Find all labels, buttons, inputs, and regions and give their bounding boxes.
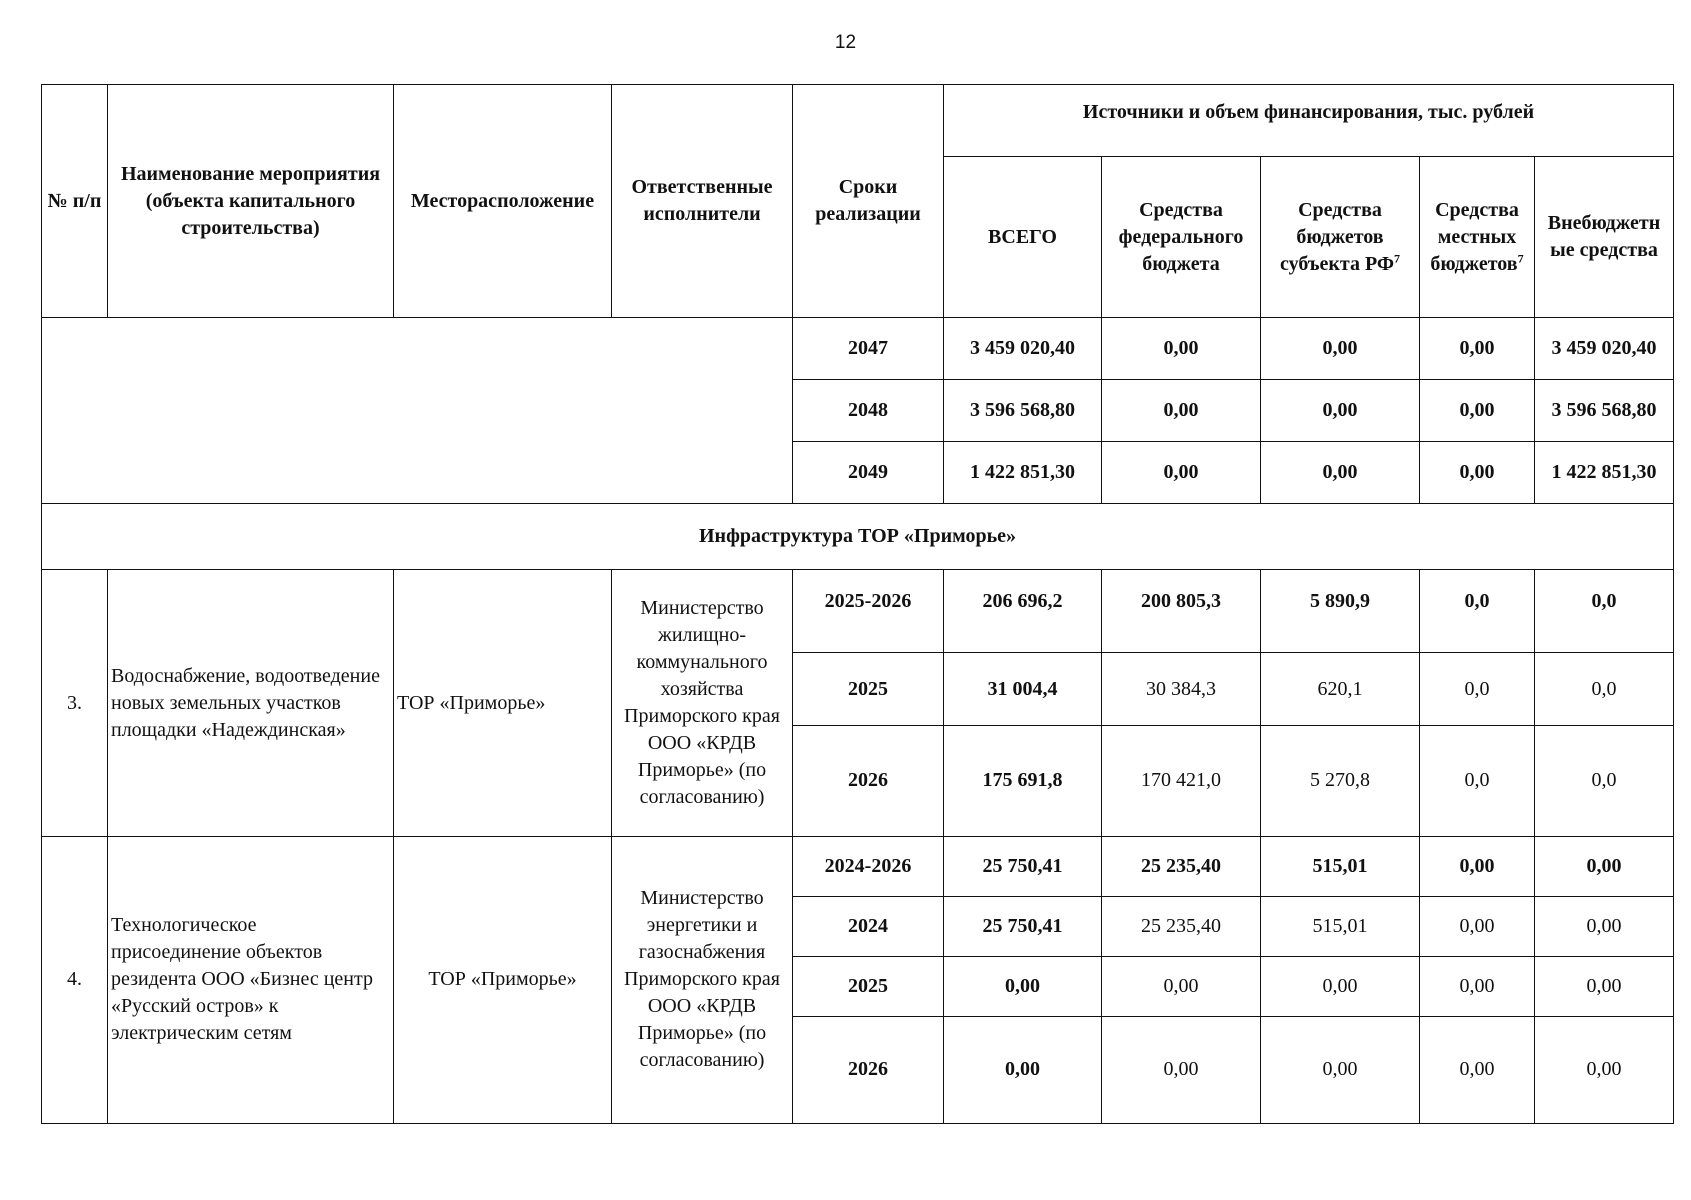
year-cell: 2048 (793, 380, 944, 442)
table-row (42, 570, 1674, 653)
item-responsible: Министерство энергетики и газоснабжения Приморского края ООО «КРДВ Приморье» (по согласованию) (612, 836, 793, 1123)
regional-cell: 5 890,9 (1261, 570, 1420, 653)
header-federal: Средства федерального бюджета (1102, 157, 1261, 318)
regional-cell: 515,01 (1261, 836, 1420, 896)
extra-cell: 0,0 (1535, 653, 1674, 725)
item-number: 4. (42, 836, 108, 1123)
financing-table (41, 84, 1674, 1124)
local-cell: 0,0 (1420, 725, 1535, 836)
federal-cell: 170 421,0 (1102, 725, 1261, 836)
federal-cell: 0,00 (1102, 380, 1261, 442)
table-row (42, 318, 1674, 380)
extra-cell: 0,00 (1535, 1016, 1674, 1123)
year-cell: 2026 (793, 725, 944, 836)
local-cell: 0,00 (1420, 442, 1535, 504)
local-cell: 0,0 (1420, 570, 1535, 653)
local-cell: 0,00 (1420, 318, 1535, 380)
local-cell: 0,00 (1420, 956, 1535, 1016)
extra-cell: 3 459 020,40 (1535, 318, 1674, 380)
total-cell: 206 696,2 (944, 570, 1102, 653)
extra-cell: 0,00 (1535, 956, 1674, 1016)
year-cell: 2024 (793, 896, 944, 956)
extra-cell: 3 596 568,80 (1535, 380, 1674, 442)
extra-cell: 0,0 (1535, 570, 1674, 653)
federal-cell: 0,00 (1102, 318, 1261, 380)
header-terms: Сроки реализации (793, 85, 944, 318)
regional-cell: 620,1 (1261, 653, 1420, 725)
year-cell: 2025 (793, 653, 944, 725)
total-cell: 0,00 (944, 956, 1102, 1016)
header-regional: Средства бюджетов субъекта $РФ^7$ (1261, 157, 1420, 318)
local-cell: 0,0 (1420, 653, 1535, 725)
year-cell: 2047 (793, 318, 944, 380)
header-local: Средства местных бюджетов$^7$ (1420, 157, 1535, 318)
federal-cell: 200 805,3 (1102, 570, 1261, 653)
table-row (42, 836, 1674, 896)
total-cell: 175 691,8 (944, 725, 1102, 836)
total-cell: 25 750,41 (944, 836, 1102, 896)
year-cell: 2024-2026 (793, 836, 944, 896)
federal-cell: 0,00 (1102, 956, 1261, 1016)
header-no: № п/п (42, 85, 108, 318)
item-responsible: Министерство жилищно-коммунального хозяйства Приморского края ООО «КРДВ Приморье» (по согласованию) (612, 570, 793, 836)
item-number: 3. (42, 570, 108, 836)
local-cell: 0,00 (1420, 896, 1535, 956)
header-total: ВСЕГО (944, 157, 1102, 318)
item-location: ТОР «Приморье» (394, 570, 612, 836)
page-number: 12 (834, 32, 857, 53)
regional-cell: 5 270,8 (1261, 725, 1420, 836)
item-name: Водоснабжение, водоотведение новых земельных участков площадки «Надеждинская» (108, 570, 394, 836)
header-extra: Внебюджетн ые средства (1535, 157, 1674, 318)
local-cell: 0,00 (1420, 836, 1535, 896)
regional-cell: 0,00 (1261, 318, 1420, 380)
header-sources: Источники и объем финансирования, тыс. рублей (944, 85, 1674, 157)
extra-cell: 0,00 (1535, 896, 1674, 956)
federal-cell: 0,00 (1102, 442, 1261, 504)
local-cell: 0,00 (1420, 1016, 1535, 1123)
header-name: Наименование мероприятия (объекта капитального строительства) (108, 85, 394, 318)
federal-cell: 30 384,3 (1102, 653, 1261, 725)
regional-cell: 0,00 (1261, 380, 1420, 442)
year-cell: 2025-2026 (793, 570, 944, 653)
extra-cell: 0,00 (1535, 836, 1674, 896)
header-responsible: Ответственные исполнители (612, 85, 793, 318)
regional-cell: 0,00 (1261, 442, 1420, 504)
federal-cell: 25 235,40 (1102, 896, 1261, 956)
total-cell: 3 596 568,80 (944, 380, 1102, 442)
item-name: Технологическое присоединение объектов резидента ООО «Бизнес центр «Русский остров» к электрическим сетям (108, 836, 394, 1123)
header-location: Месторасположение (394, 85, 612, 318)
total-cell: 31 004,4 (944, 653, 1102, 725)
regional-cell: 0,00 (1261, 1016, 1420, 1123)
year-cell: 2049 (793, 442, 944, 504)
extra-cell: 0,0 (1535, 725, 1674, 836)
federal-cell: 0,00 (1102, 1016, 1261, 1123)
total-cell: 25 750,41 (944, 896, 1102, 956)
total-cell: 1 422 851,30 (944, 442, 1102, 504)
federal-cell: 25 235,40 (1102, 836, 1261, 896)
total-cell: 3 459 020,40 (944, 318, 1102, 380)
blank-cell (42, 318, 793, 504)
section-title: Инфраструктура ТОР «Приморье» (42, 504, 1674, 570)
item-location: ТОР «Приморье» (394, 836, 612, 1123)
total-cell: 0,00 (944, 1016, 1102, 1123)
year-cell: 2026 (793, 1016, 944, 1123)
regional-cell: 515,01 (1261, 896, 1420, 956)
year-cell: 2025 (793, 956, 944, 1016)
extra-cell: 1 422 851,30 (1535, 442, 1674, 504)
regional-cell: 0,00 (1261, 956, 1420, 1016)
local-cell: 0,00 (1420, 380, 1535, 442)
